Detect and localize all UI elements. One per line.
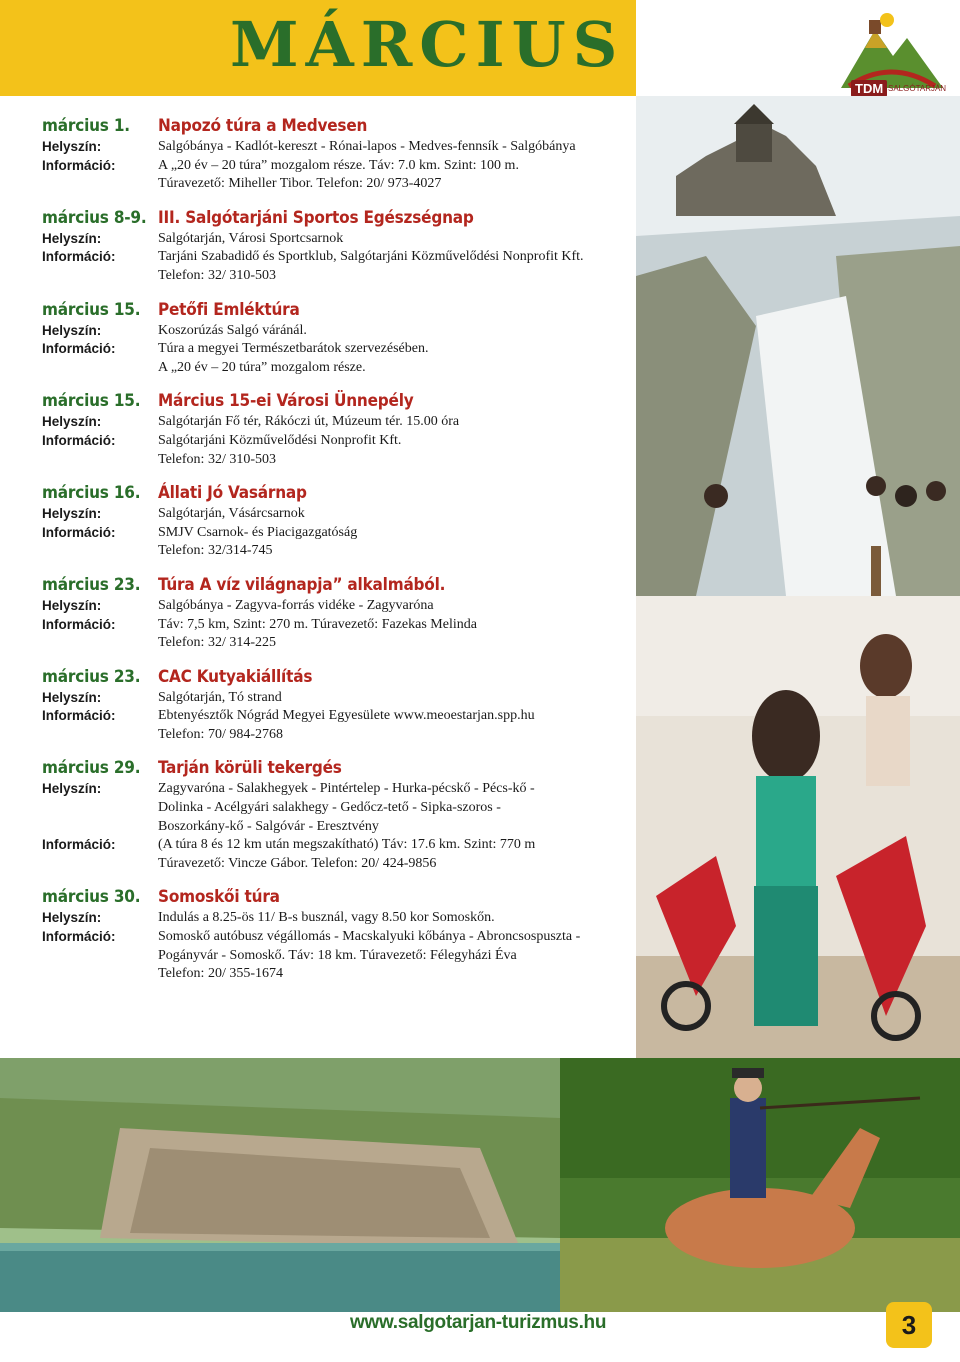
page-number: 3 <box>886 1302 932 1348</box>
location-label: Helyszín: <box>42 910 102 926</box>
location-label: Helyszín: <box>42 322 102 338</box>
location-line: Salgótarján, Vásárcsarnok <box>158 506 305 522</box>
info-line: Táv: 7,5 km, Szint: 270 m. Túravezető: Fazekas Melinda <box>158 616 477 632</box>
location-line: Salgótarján, Tó strand <box>158 689 282 705</box>
info-label: Információ: <box>42 929 116 945</box>
info-line: A „20 év – 20 túra” mozgalom része. <box>158 359 366 375</box>
info-line: Telefon: 20/ 355-1674 <box>158 966 283 982</box>
info-line: Túravezető: Vincze Gábor. Telefon: 20/ 424-9856 <box>158 855 437 871</box>
info-line: Telefon: 32/ 310-503 <box>158 267 276 283</box>
info-line: Túra a megyei Természetbarátok szervezésében. <box>158 341 429 357</box>
info-line: Telefon: 32/314-745 <box>158 543 273 559</box>
location-label: Helyszín: <box>42 781 102 797</box>
location-line: Koszorúzás Salgó váránál. <box>158 322 307 338</box>
info-label: Információ: <box>42 616 116 632</box>
event-date: március 23. <box>42 574 141 595</box>
website-link[interactable]: www.salgotarjan-turizmus.hu <box>350 1312 607 1333</box>
location-label: Helyszín: <box>42 597 102 613</box>
info-line: Telefon: 32/ 314-225 <box>158 635 276 651</box>
location-line: Dolinka - Acélgyári salakhegy - Gedőcz-tető - Sipka-szoros - <box>158 800 501 816</box>
event-date: március 15. <box>42 391 141 412</box>
event-item <box>42 665 632 745</box>
info-line: Pogányvár - Somoskő. Táv: 18 km. Túravezető: Félegyházi Éva <box>158 947 517 963</box>
event-list <box>42 114 632 996</box>
quarry-lake-photo <box>0 1058 560 1312</box>
event-date: március 1. <box>42 116 130 136</box>
event-date: március 30. <box>42 887 141 908</box>
logo-text: TDM <box>851 80 887 97</box>
spinning-class-photo <box>636 596 960 1058</box>
info-label: Információ: <box>42 157 116 173</box>
info-line: SMJV Csarnok- és Piacigazgatóság <box>158 524 358 540</box>
event-item <box>42 481 632 561</box>
logo-subtext: SALGÓTARJÁN <box>888 84 947 93</box>
location-label: Helyszín: <box>42 230 102 246</box>
event-title: Tarján körüli tekergés <box>158 758 342 779</box>
info-line: Somoskő autóbusz végállomás - Macskalyuki kőbánya - Abroncsospuszta - <box>158 929 581 945</box>
event-title: Napozó túra a Medvesen <box>158 116 368 136</box>
info-line: Tarjáni Szabadidő és Sportklub, Salgótarjáni Közművelődési Nonprofit Kft. <box>158 249 584 265</box>
event-item <box>42 885 632 983</box>
event-date: március 8-9. <box>42 207 147 228</box>
info-line: Salgótarjáni Közművelődési Nonprofit Kft. <box>158 432 402 448</box>
location-line: Boszorkány-kő - Salgóvár - Eresztvény <box>158 818 379 834</box>
location-line: Salgóbánya - Zagyva-forrás vidéke - Zagyvaróna <box>158 597 434 613</box>
event-title: Somoskői túra <box>158 887 280 908</box>
info-line: A „20 év – 20 túra” mozgalom része. Táv: 7.0 km. Szint: 100 m. <box>158 157 519 173</box>
event-title: Petőfi Emléktúra <box>158 299 300 320</box>
info-label: Információ: <box>42 837 116 853</box>
location-label: Helyszín: <box>42 506 102 522</box>
info-line: (A túra 8 és 12 km után megszakítható) Táv: 17.6 km. Szint: 770 m <box>158 837 536 853</box>
info-label: Információ: <box>42 432 116 448</box>
location-line: Zagyvaróna - Salakhegyek - Pintértelep - Hurka-pécskő - Pécs-kő - <box>158 781 535 797</box>
event-date: március 23. <box>42 666 141 687</box>
info-line: Telefon: 32/ 310-503 <box>158 451 276 467</box>
winter-castle-photo <box>636 96 960 596</box>
info-label: Információ: <box>42 708 116 724</box>
event-date: március 15. <box>42 299 141 320</box>
event-title: III. Salgótarjáni Sportos Egészségnap <box>158 207 474 228</box>
event-date: március 16. <box>42 483 141 504</box>
location-line: Salgóbánya - Kadlót-kereszt - Rónai-lapos - Medves-fennsík - Salgóbánya <box>158 139 576 154</box>
info-label: Információ: <box>42 249 116 265</box>
info-label: Információ: <box>42 524 116 540</box>
event-title: Március 15-ei Városi Ünnepély <box>158 391 414 412</box>
location-label: Helyszín: <box>42 139 102 154</box>
event-item <box>42 756 632 873</box>
location-label: Helyszín: <box>42 689 102 705</box>
event-item <box>42 298 632 378</box>
location-line: Salgótarján, Városi Sportcsarnok <box>158 230 344 246</box>
location-line: Indulás a 8.25-ös 11/ B-s busznál, vagy 8.50 kor Somoskőn. <box>158 910 495 926</box>
location-line: Salgótarján Fő tér, Rákóczi út, Múzeum tér. 15.00 óra <box>158 414 460 430</box>
info-line: Túravezető: Miheller Tibor. Telefon: 20/ 973-4027 <box>158 176 442 192</box>
info-line: Telefon: 70/ 984-2768 <box>158 726 283 742</box>
event-date: március 29. <box>42 758 141 779</box>
hussar-horse-photo <box>560 1058 960 1312</box>
event-title: Állati Jó Vasárnap <box>158 483 307 504</box>
event-title: CAC Kutyakiállítás <box>158 666 313 687</box>
event-item <box>42 389 632 469</box>
page-title: MÁRCIUS <box>230 8 625 81</box>
location-label: Helyszín: <box>42 414 102 430</box>
event-title: Túra A víz világnapja” alkalmából. <box>158 574 446 595</box>
event-item <box>42 206 632 286</box>
event-item <box>42 573 632 653</box>
info-line: Ebtenyésztők Nógrád Megyei Egyesülete www.meoestarjan.spp.hu <box>158 708 535 724</box>
info-label: Információ: <box>42 341 116 357</box>
event-item <box>42 114 632 194</box>
